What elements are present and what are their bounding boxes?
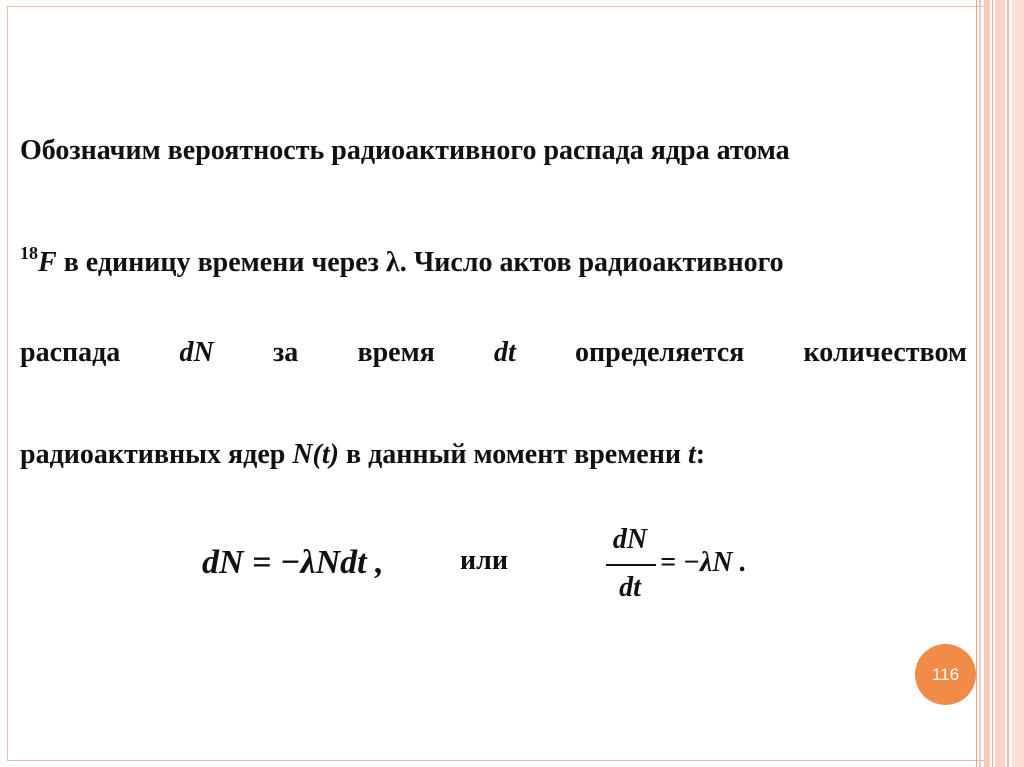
frame-left-line [7, 6, 8, 761]
or-word: или [460, 545, 508, 576]
equation-rhs: = −λN . [660, 547, 747, 578]
text-line-4 [20, 438, 967, 472]
equation-differential: dN = −λNdt , [202, 544, 384, 581]
line4-colon: : [695, 439, 706, 470]
text-line-2 [20, 236, 967, 280]
fraction-dN-dt [604, 524, 656, 608]
word-vremya: время [357, 337, 435, 368]
line4-text-a: радиоактивных ядер [20, 439, 293, 470]
fraction-numerator: dN [612, 524, 648, 555]
line4-text-b: в данный момент времени [338, 439, 688, 470]
line2-text-a: в единицу времени через [56, 247, 386, 278]
var-dN: dN [179, 337, 214, 368]
decorative-stripes [976, 0, 1024, 767]
page-number-badge: 116 [915, 644, 976, 705]
frame-top-line [7, 6, 984, 7]
line2-text-b: . Число актов радиоактивного [399, 247, 784, 278]
word-kolichestvom: количеством [803, 337, 967, 368]
word-za: за [272, 337, 299, 368]
func-N-of-t: N(t) [292, 439, 339, 470]
frame-bottom-line [7, 760, 984, 761]
fraction-bar [606, 564, 656, 566]
word-raspada: распада [20, 337, 121, 368]
var-t: t [687, 439, 696, 470]
fraction-denominator: dt [619, 572, 641, 603]
isotope-symbol: F [38, 247, 57, 278]
word-opredelyaetsya: определяется [575, 337, 745, 368]
var-dt: dt [494, 337, 516, 368]
text-line-1: Обозначим вероятность радиоактивного распада ядра атома [20, 135, 790, 166]
isotope-mass: 18 [20, 243, 38, 263]
text-line-3 [20, 336, 967, 370]
lambda-symbol: λ [385, 247, 400, 278]
